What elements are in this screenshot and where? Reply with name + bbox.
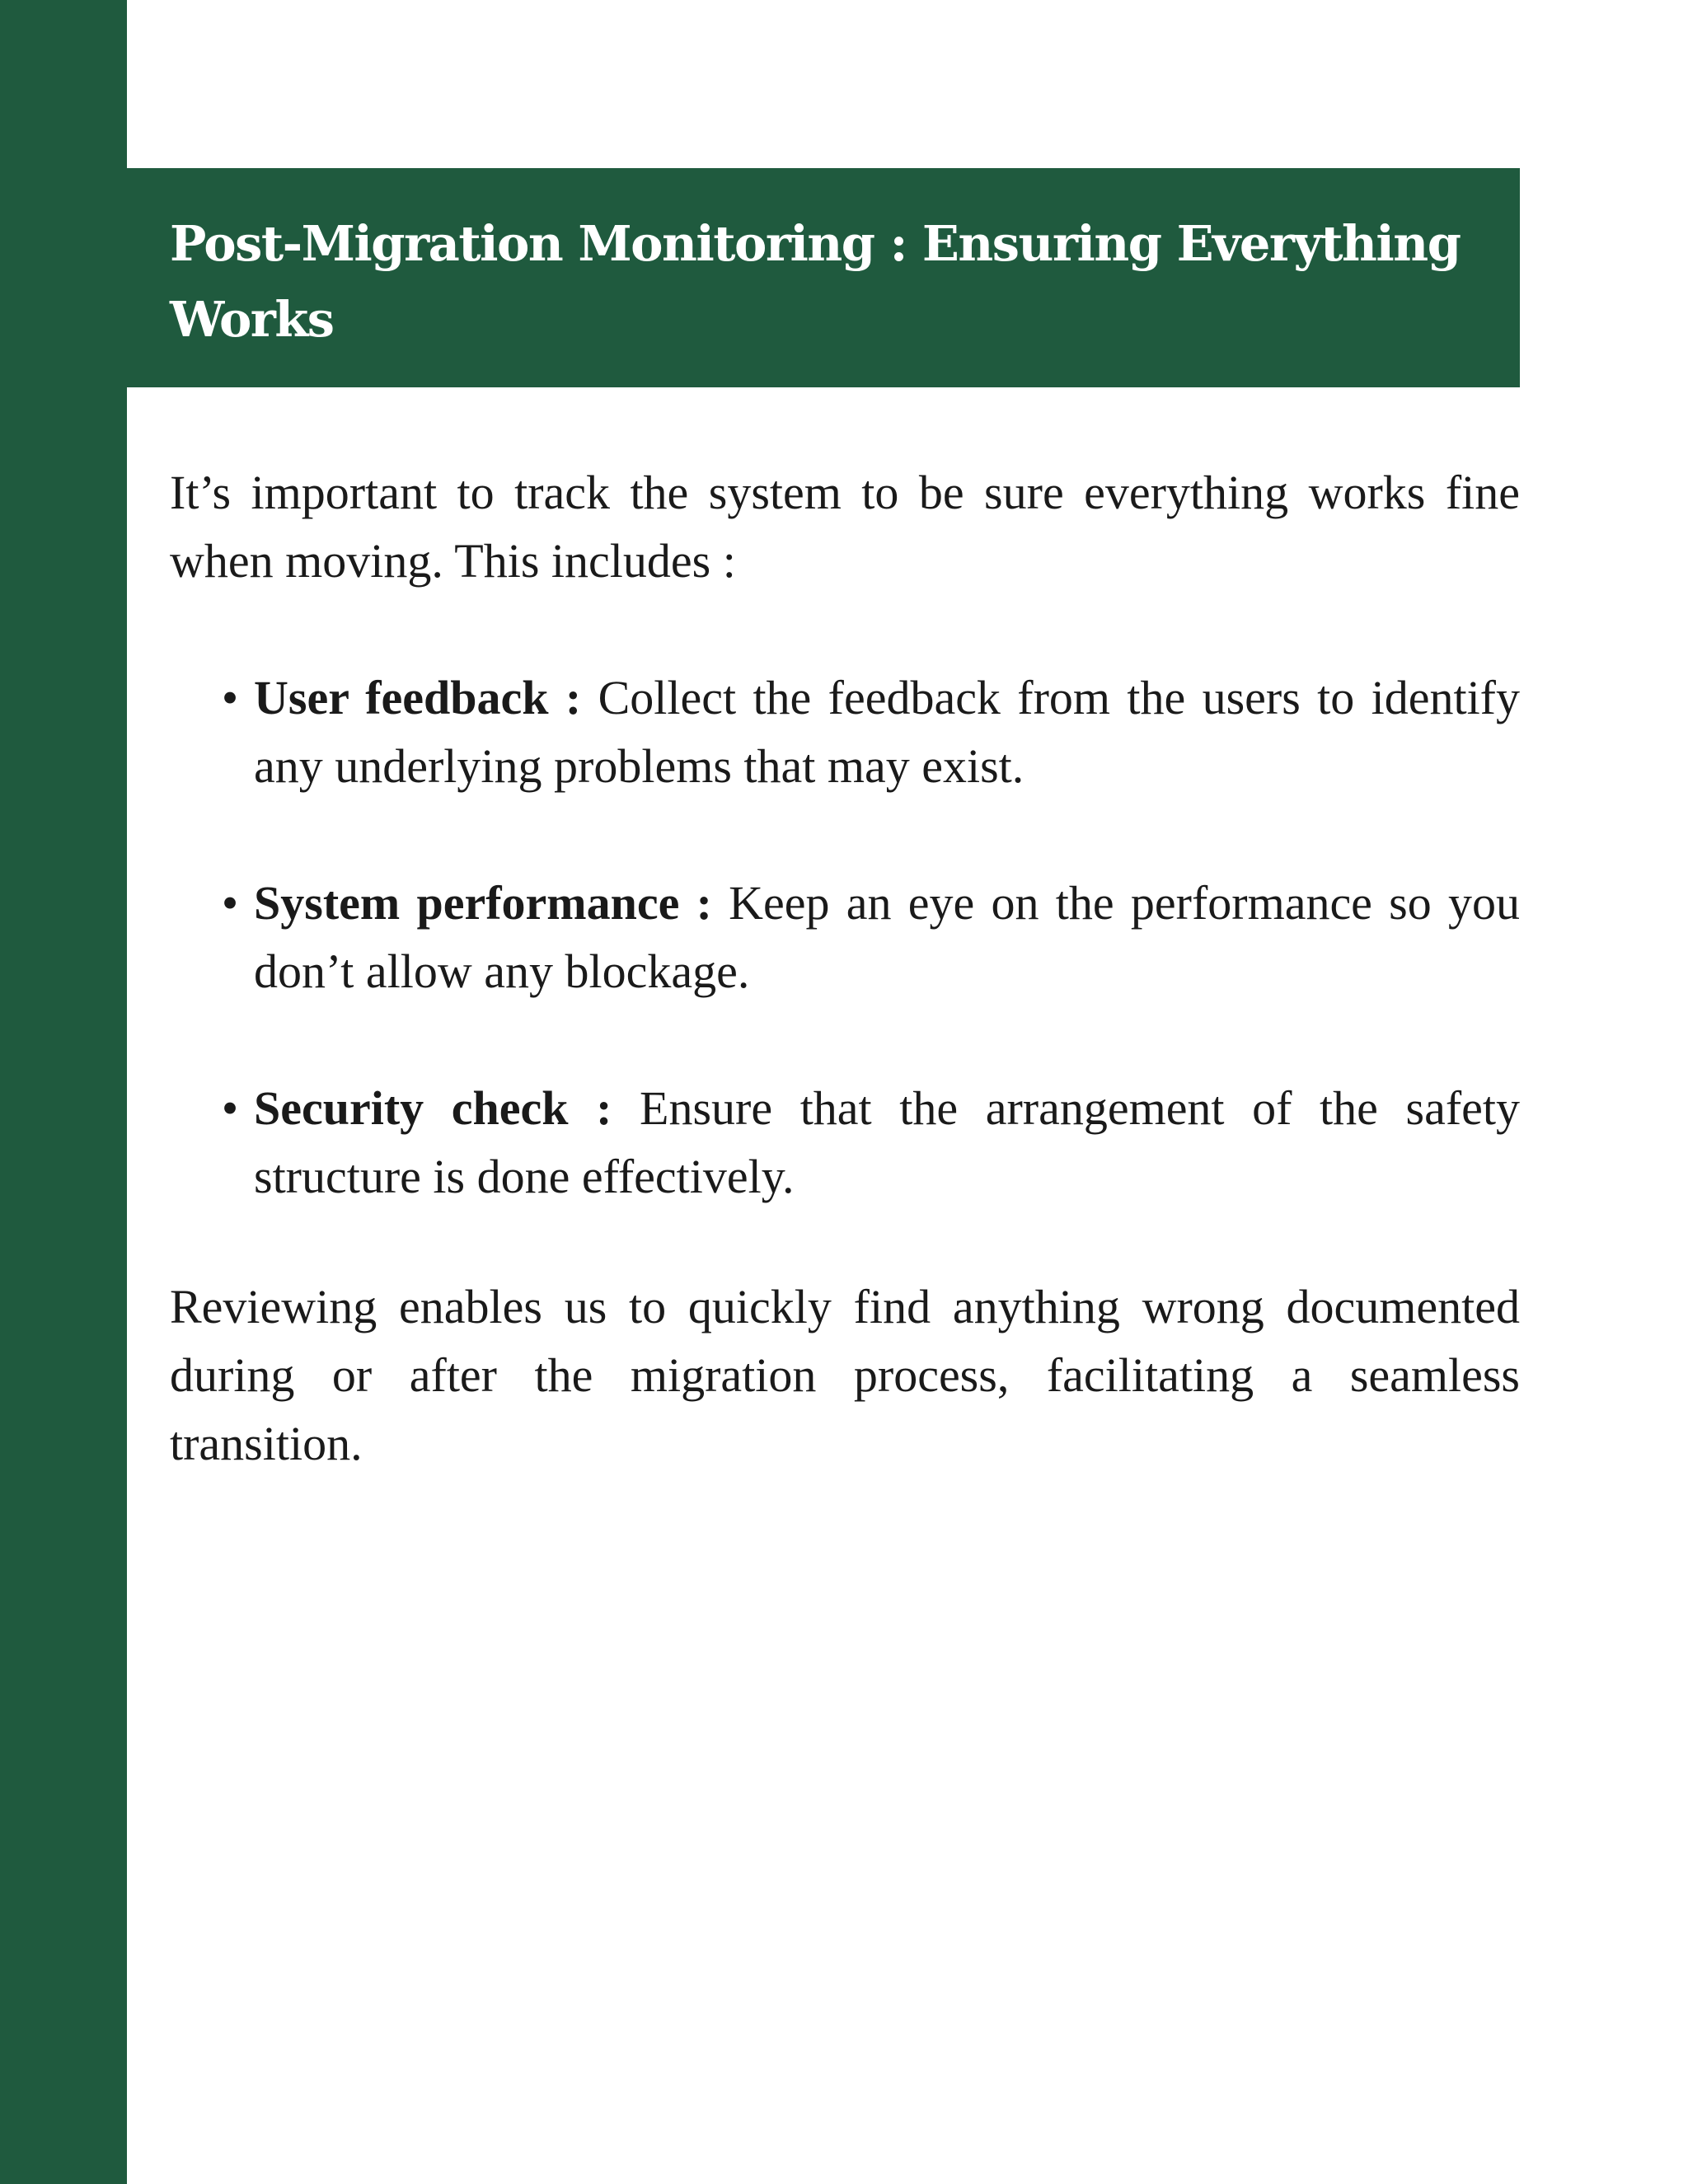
list-item (170, 663, 1520, 800)
item-text: Collect the feedback from the users to identify any underlying problems that may exist. (254, 671, 1520, 793)
page-title: Post-Migration Monitoring : Ensuring Everything Works (170, 215, 1461, 348)
bullet-list (170, 663, 1520, 1211)
item-text: Ensure that the arrangement of the safety structure is done effectively. (254, 1081, 1520, 1203)
closing-paragraph: Reviewing enables us to quickly find anything wrong documented during or after the migration process, facilitating a seamless transition. (170, 1280, 1520, 1470)
decorative-side-bar (0, 0, 127, 2184)
intro-paragraph: It’s important to track the system to be sure everything works fine when moving. This includes : (170, 466, 1520, 588)
item-text: Keep an eye on the performance so you don’t allow any blockage. (254, 876, 1521, 998)
bullet-icon: • (221, 671, 239, 724)
item-term: Security check : (254, 1081, 640, 1135)
item-term: System performance : (254, 876, 729, 930)
list-item (170, 1074, 1520, 1211)
item-term: User feedback : (254, 671, 598, 724)
bullet-icon: • (221, 876, 239, 930)
title-banner (127, 168, 1520, 387)
bullet-icon: • (221, 1081, 239, 1135)
list-item (170, 869, 1520, 1005)
document-body (170, 458, 1520, 1478)
